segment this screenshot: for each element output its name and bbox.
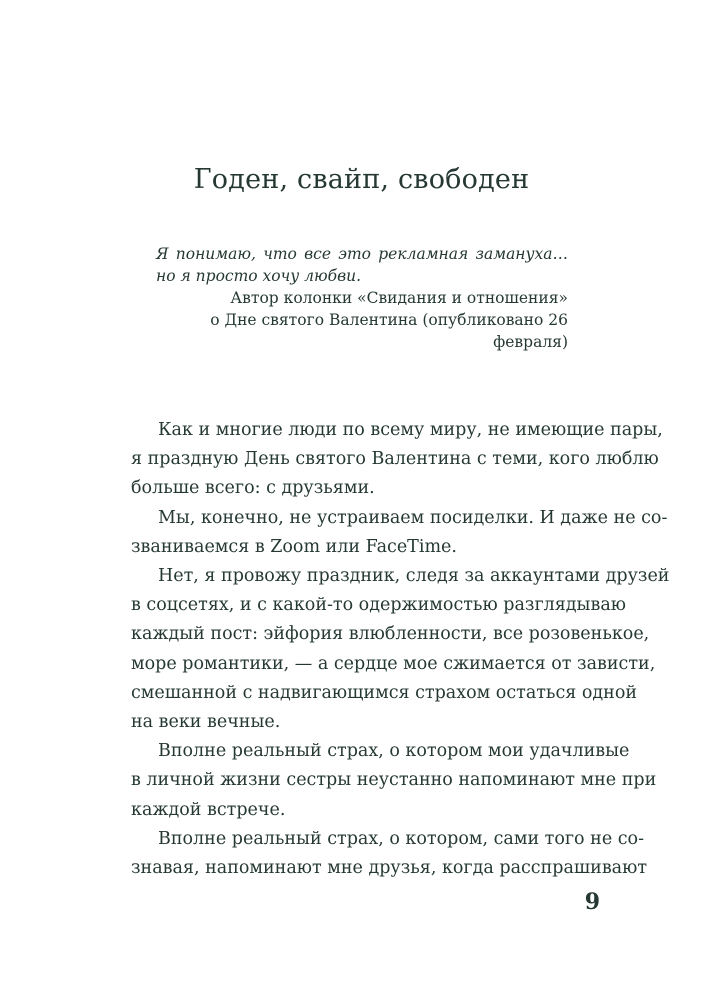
text-line: в личной жизни сестры неустанно напоминают мне при bbox=[131, 770, 657, 791]
text-line: Мы, конечно, не устраиваем посиделки. И даже не со- bbox=[158, 507, 668, 528]
text-line: на веки вечные. bbox=[131, 712, 281, 733]
text-line: смешанной с надвигающимся страхом остаться одной bbox=[131, 682, 638, 703]
text-line: Вполне реальный страх, о котором, сами того не со- bbox=[158, 828, 644, 849]
epigraph bbox=[156, 243, 568, 353]
body-text bbox=[131, 416, 670, 883]
text-line: каждый пост: эйфория влюбленности, все розовенькое, bbox=[131, 624, 650, 645]
epigraph-attribution-line: о Дне святого Валентина (опубликовано 26 февраля) bbox=[210, 311, 568, 351]
text-line: Нет, я провожу праздник, следя за аккаунтами друзей bbox=[158, 566, 670, 587]
text-line: я праздную День святого Валентина с теми, кого люблю bbox=[131, 449, 659, 470]
text-line: каждой встрече. bbox=[131, 799, 286, 820]
chapter-title: Годен, свайп, свободен bbox=[193, 164, 530, 195]
epigraph-quote bbox=[156, 243, 568, 287]
text-line: море романтики, — а сердце мое сжимается от зависти, bbox=[131, 653, 656, 674]
text-line: Вполне реальный страх, о котором мои удачливые bbox=[158, 741, 630, 762]
text-line: Как и многие люди по всему миру, не имеющие пары, bbox=[158, 420, 663, 440]
epigraph-quote-line: Я понимаю, что все это рекламная замануха… bbox=[156, 245, 568, 263]
text-line: в соцсетях, и с какой-то одержимостью разглядываю bbox=[131, 595, 626, 616]
page-number: 9 bbox=[584, 889, 600, 915]
epigraph-attribution-line: Автор колонки «Свидания и отношения» bbox=[230, 289, 568, 307]
text-line: званиваемся в Zoom или FaceTime. bbox=[131, 536, 457, 557]
epigraph-attribution bbox=[156, 287, 568, 353]
text-line: знавая, напоминают мне друзья, когда расспрашивают bbox=[131, 858, 648, 879]
text-line: больше всего: с друзьями. bbox=[131, 478, 375, 499]
epigraph-quote-line: но я просто хочу любви. bbox=[156, 267, 362, 285]
